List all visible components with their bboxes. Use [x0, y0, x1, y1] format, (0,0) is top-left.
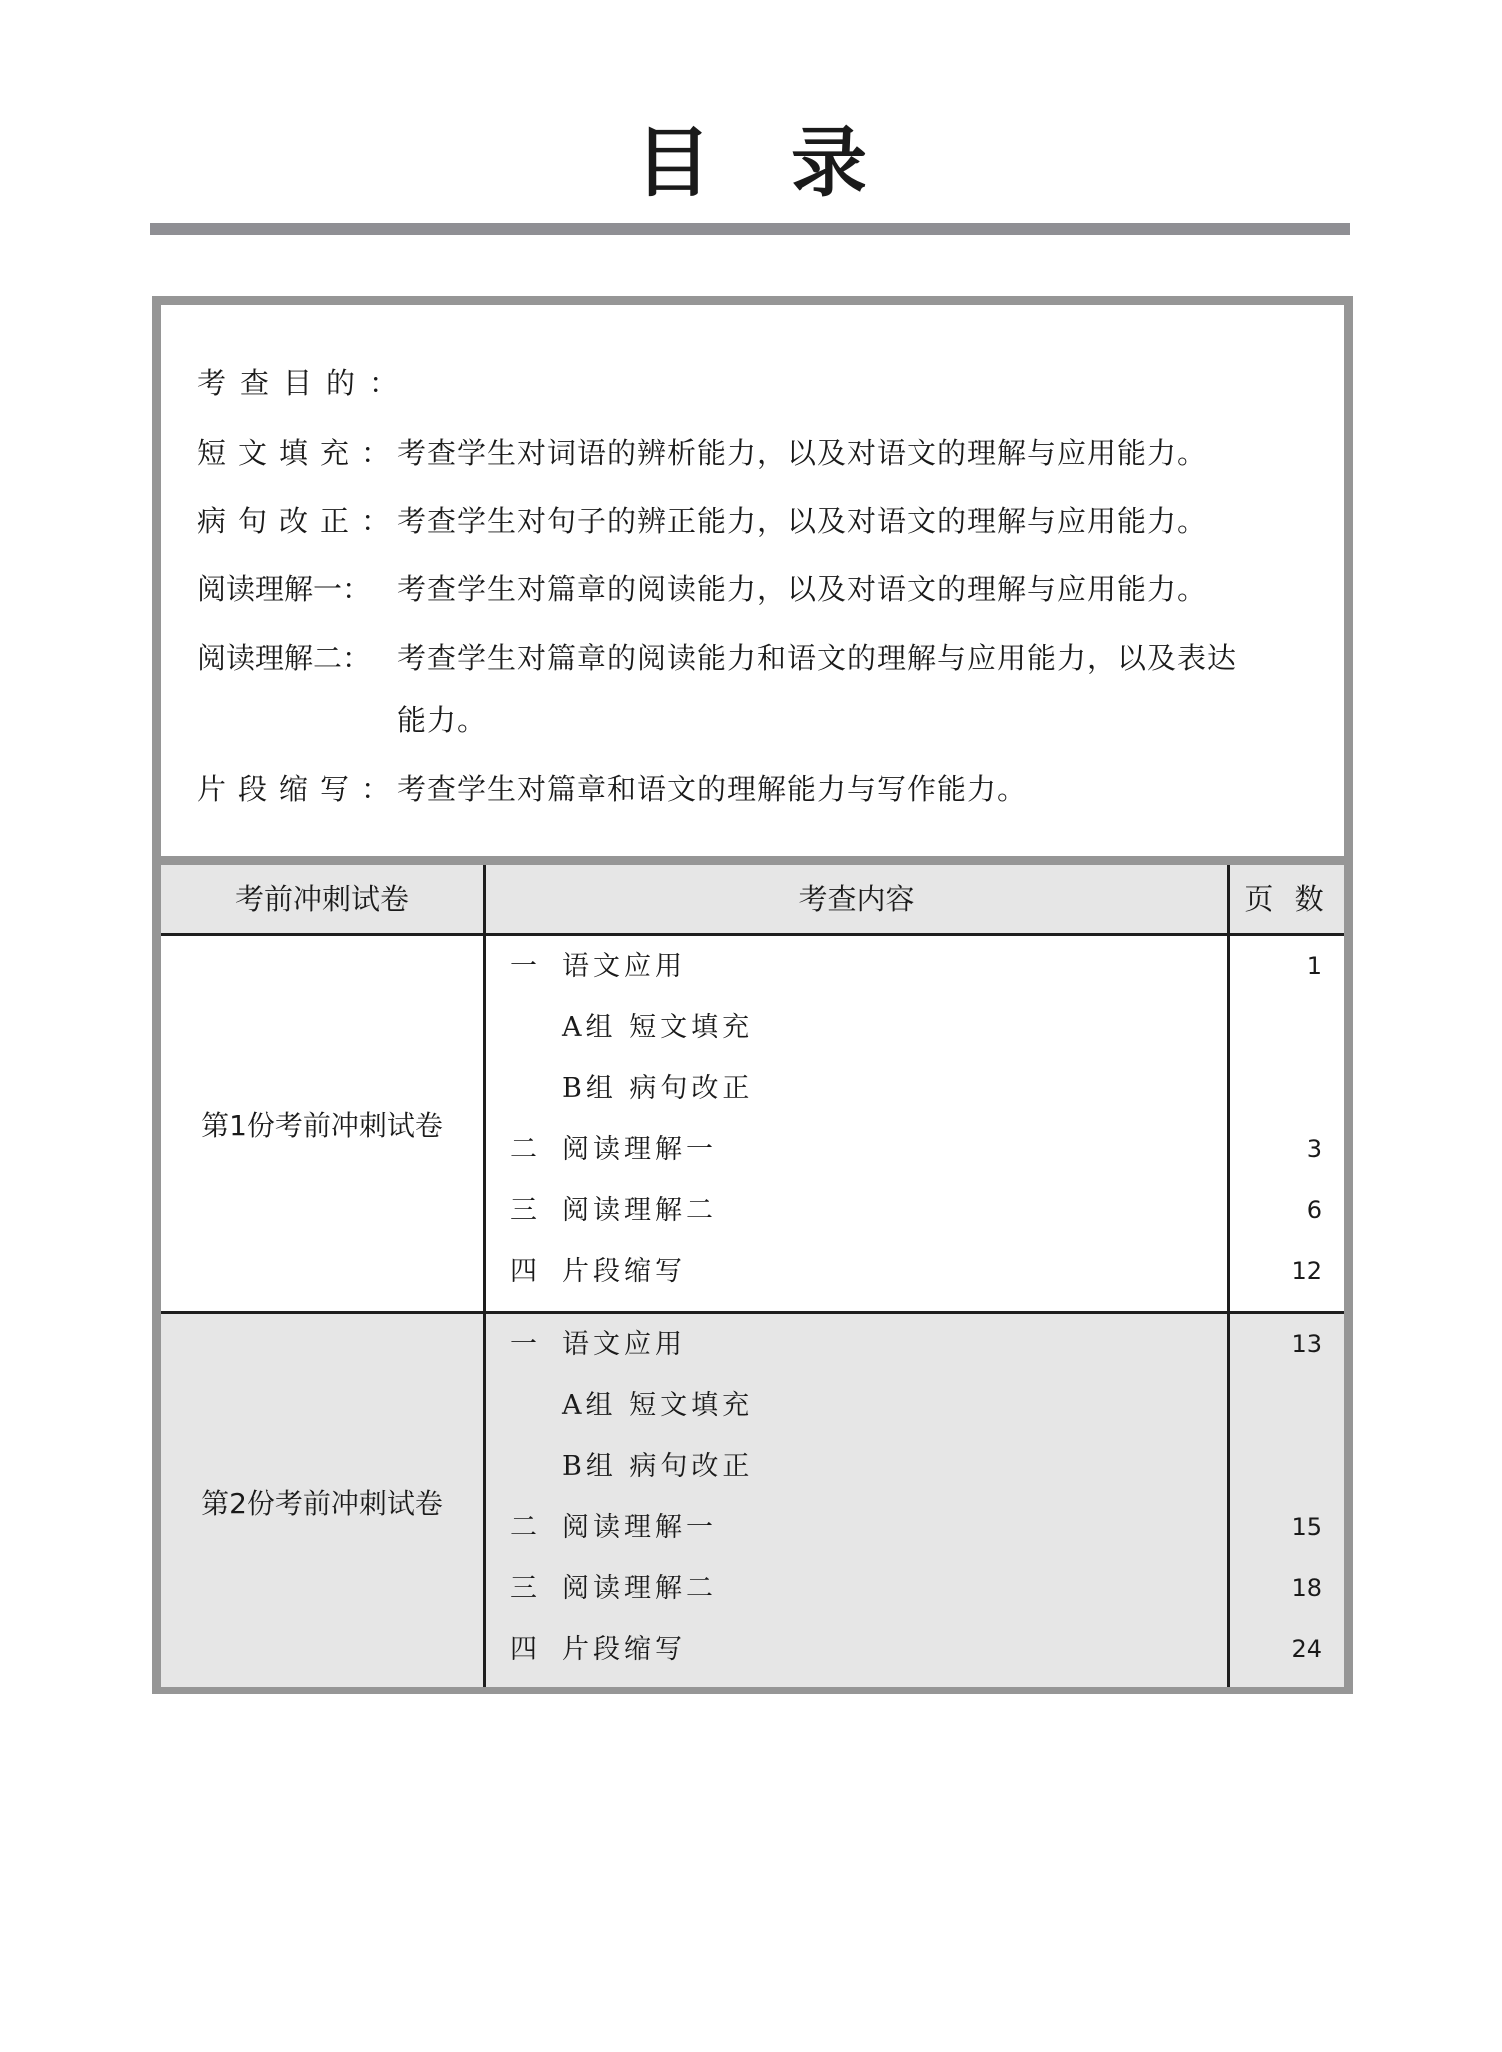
- row-num: 四: [510, 1256, 537, 1287]
- page-number: 1: [1306, 952, 1322, 980]
- row-label: A组 短文填充: [562, 1012, 754, 1043]
- purpose-label: 病句改正：: [197, 504, 403, 538]
- purpose-heading: 考查目的：: [197, 366, 413, 400]
- purpose-text: 能力。: [397, 703, 488, 737]
- page-number: 6: [1306, 1196, 1322, 1224]
- row-label: 语文应用: [562, 1329, 686, 1360]
- page-title: [0, 118, 1502, 208]
- table-row[interactable]: [486, 1180, 1227, 1241]
- purpose-label: 片段缩写：: [197, 772, 403, 806]
- row-label: A组 短文填充: [562, 1390, 754, 1421]
- row-label: 阅读理解二: [562, 1195, 717, 1226]
- row-label: B组 病句改正: [562, 1451, 754, 1482]
- purpose-item: [197, 569, 1207, 609]
- purpose-item: [197, 433, 1207, 473]
- row-num: 三: [510, 1573, 537, 1604]
- page-number: 12: [1291, 1257, 1322, 1285]
- page-number: 18: [1291, 1574, 1322, 1602]
- page-number: 24: [1291, 1635, 1322, 1663]
- table-row[interactable]: [486, 1558, 1227, 1619]
- page-number: 13: [1291, 1330, 1322, 1358]
- purpose-text: 考查学生对篇章的阅读能力，以及对语文的理解与应用能力。: [397, 572, 1208, 606]
- column-divider: [483, 865, 486, 1687]
- table-group: [161, 1314, 1344, 1687]
- paper-name: 第2份考前冲刺试卷: [201, 1487, 443, 1520]
- table-row[interactable]: [486, 1497, 1227, 1558]
- table-row[interactable]: [486, 1058, 1303, 1119]
- title-char-2: 录: [791, 118, 867, 207]
- page-number: 3: [1306, 1135, 1322, 1163]
- title-char-1: 目: [635, 118, 711, 207]
- table-row[interactable]: [486, 1241, 1227, 1302]
- row-num: 二: [510, 1134, 537, 1165]
- table-row[interactable]: [486, 1375, 1303, 1436]
- title-rule-divider: [150, 223, 1350, 235]
- purpose-label: 短文填充：: [197, 436, 403, 470]
- row-num: 一: [510, 1329, 537, 1360]
- table-row[interactable]: [486, 997, 1303, 1058]
- contents-box: [152, 296, 1353, 1694]
- header-page: 页 数: [1230, 865, 1344, 933]
- table-row[interactable]: [486, 1119, 1227, 1180]
- table-row[interactable]: [486, 936, 1227, 997]
- purpose-item-continuation: [397, 700, 487, 740]
- purpose-text: 考查学生对词语的辨析能力，以及对语文的理解与应用能力。: [397, 436, 1208, 470]
- purpose-text: 考查学生对篇章和语文的理解能力与写作能力。: [397, 772, 1028, 806]
- row-label: 片段缩写: [562, 1256, 686, 1287]
- row-label: 阅读理解一: [562, 1512, 717, 1543]
- purpose-text: 考查学生对篇章的阅读能力和语文的理解与应用能力，以及表达: [397, 641, 1238, 675]
- table-row[interactable]: [486, 1619, 1227, 1680]
- row-label: 阅读理解二: [562, 1573, 717, 1604]
- section-divider: [161, 856, 1344, 865]
- header-content: 考查内容: [486, 865, 1227, 933]
- table-group: [161, 936, 1344, 1311]
- page-number: 15: [1291, 1513, 1322, 1541]
- row-label: 片段缩写: [562, 1634, 686, 1665]
- purpose-item: [197, 638, 1237, 678]
- column-divider: [1227, 865, 1230, 1687]
- row-label: B组 病句改正: [562, 1073, 754, 1104]
- row-num: 四: [510, 1634, 537, 1665]
- contents-table: [161, 865, 1344, 1685]
- header-paper: 考前冲刺试卷: [161, 865, 483, 933]
- row-label: 语文应用: [562, 951, 686, 982]
- purpose-item: [197, 501, 1207, 541]
- purpose-label: 阅读理解二：: [197, 641, 372, 675]
- row-num: 三: [510, 1195, 537, 1226]
- row-num: 二: [510, 1512, 537, 1543]
- purpose-text: 考查学生对句子的辨正能力，以及对语文的理解与应用能力。: [397, 504, 1208, 538]
- table-row[interactable]: [486, 1314, 1227, 1375]
- row-label: 阅读理解一: [562, 1134, 717, 1165]
- row-num: 一: [510, 951, 537, 982]
- paper-name: 第1份考前冲刺试卷: [201, 1109, 443, 1142]
- purpose-item: [197, 769, 1027, 809]
- purpose-label: 阅读理解一：: [197, 572, 372, 606]
- table-row[interactable]: [486, 1436, 1303, 1497]
